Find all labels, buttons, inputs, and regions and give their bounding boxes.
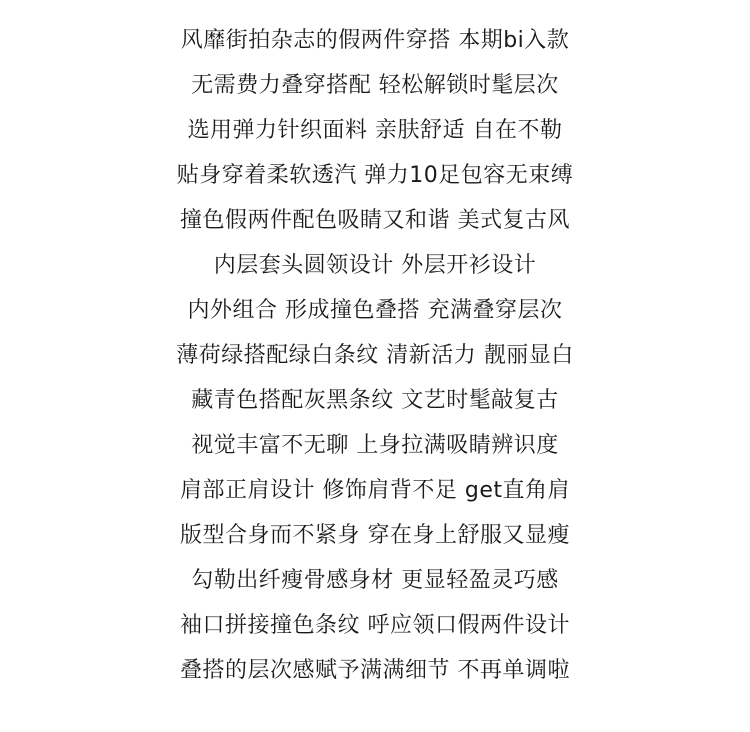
- description-line: 袖口拼接撞色条纹 呼应领口假两件设计: [180, 613, 570, 638]
- description-line: 勾勒出纤瘦骨感身材 更显轻盈灵巧感: [191, 568, 559, 593]
- description-line: 藏青色搭配灰黑条纹 文艺时髦敲复古: [191, 388, 559, 413]
- description-line: 视觉丰富不无聊 上身拉满吸睛辨识度: [191, 433, 559, 458]
- description-text-block: [0, 18, 750, 693]
- description-line: 撞色假两件配色吸睛又和谐 美式复古风: [180, 208, 570, 233]
- description-line: 无需费力叠穿搭配 轻松解锁时髦层次: [191, 73, 559, 98]
- description-line: 选用弹力针织面料 亲肤舒适 自在不勒: [187, 118, 563, 143]
- description-line: 薄荷绿搭配绿白条纹 清新活力 靓丽显白: [176, 343, 574, 368]
- description-line: 肩部正肩设计 修饰肩背不足 get直角肩: [179, 478, 571, 503]
- description-line: 内层套头圆领设计 外层开衫设计: [213, 253, 537, 278]
- description-line: 叠搭的层次感赋予满满细节 不再单调啦: [180, 658, 570, 683]
- description-line: 内外组合 形成撞色叠搭 充满叠穿层次: [187, 298, 563, 323]
- description-line: 版型合身而不紧身 穿在身上舒服又显瘦: [180, 523, 570, 548]
- description-line: 风靡街拍杂志的假两件穿搭 本期bi入款: [180, 28, 570, 53]
- description-line: 贴身穿着柔软透汽 弹力10足包容无束缚: [176, 163, 574, 188]
